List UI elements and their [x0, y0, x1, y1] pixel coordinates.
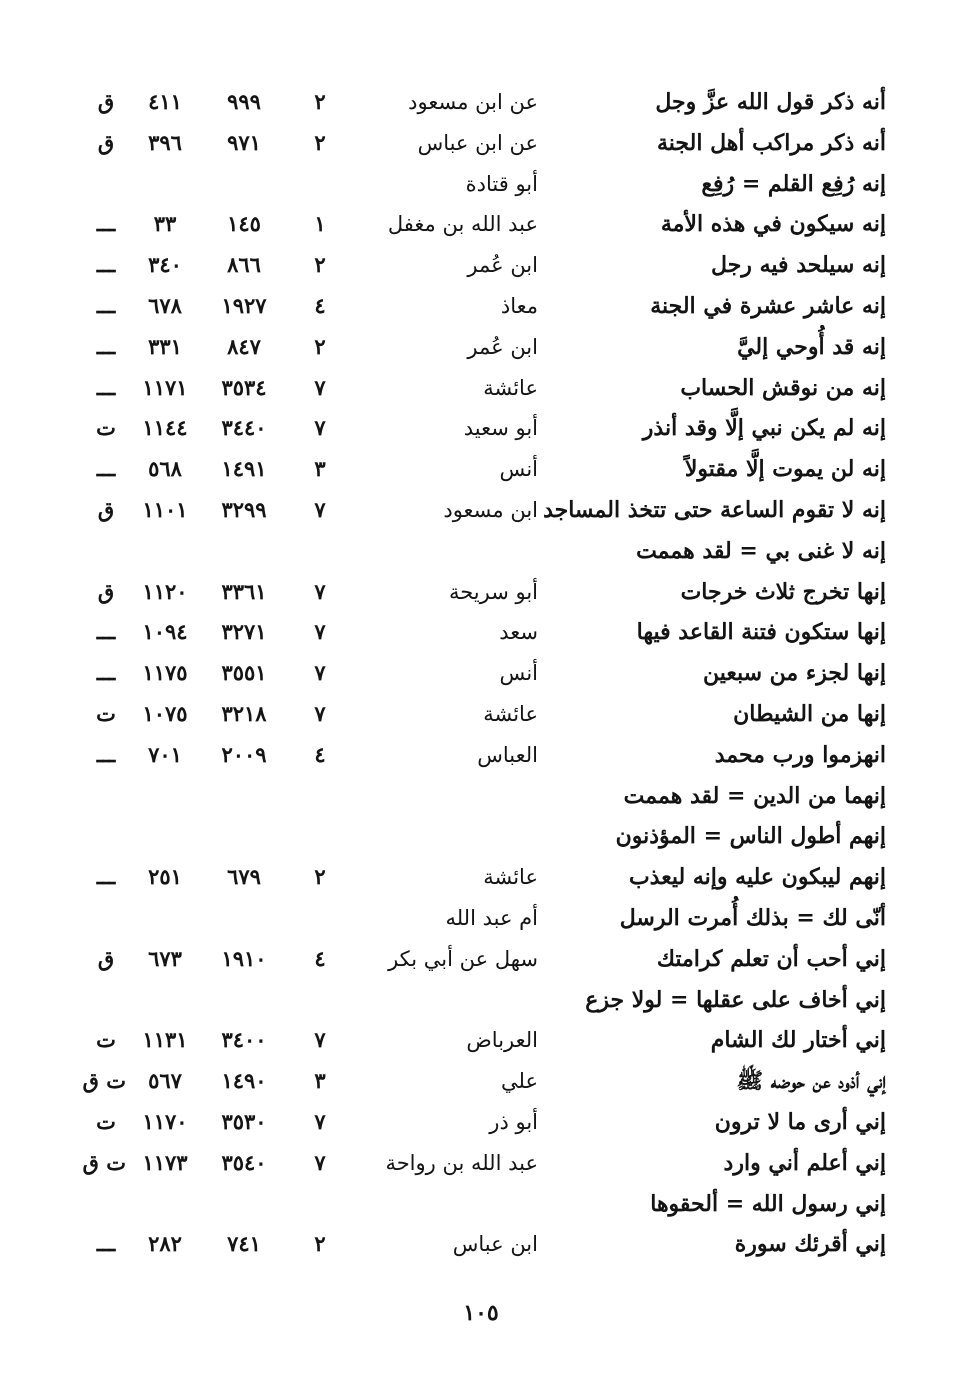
entry-hadith-number: ٣٢١٨	[221, 700, 267, 726]
index-row	[0, 694, 962, 735]
entry-narrator: أم عبد الله	[445, 905, 538, 930]
entry-title: أنه ذكر مراكب أهل الجنة	[656, 129, 886, 156]
entry-title: انهزموا ورب محمد	[714, 741, 886, 768]
entry-page: ٦٧٣	[148, 945, 182, 971]
index-row	[0, 490, 962, 531]
entry-title: إني أخاف على عقلها = لولا جزع	[585, 986, 886, 1013]
entry-source-mark: ـــ	[96, 292, 116, 318]
entry-volume: ٤	[314, 292, 326, 318]
index-row	[0, 980, 962, 1021]
entry-source-mark: ق	[97, 578, 115, 604]
entry-hadith-number: ٣٥٣٤	[221, 374, 267, 400]
entry-narrator: عائشة	[483, 701, 538, 726]
entry-source-mark: ـــ	[96, 211, 116, 237]
entry-source-mark: ت ق	[82, 1068, 126, 1094]
entry-source-mark: ت	[96, 1027, 116, 1053]
entry-narrator: عن ابن عباس	[417, 130, 538, 155]
entry-hadith-number: ١٩٢٧	[221, 292, 267, 318]
index-row	[0, 286, 962, 327]
entry-title: إني أعلم أني وارد	[723, 1149, 886, 1176]
entry-hadith-number: ٣٥٤٠	[221, 1149, 267, 1175]
entry-volume: ٣	[314, 1068, 326, 1094]
entry-hadith-number: ١٤٩١	[221, 456, 267, 482]
entry-volume: ٧	[314, 660, 326, 686]
entry-narrator: أبو سريحة	[448, 579, 538, 604]
entry-narrator: أبو سعيد	[463, 416, 538, 441]
entry-page: ٤١١	[148, 89, 182, 114]
entry-narrator: عائشة	[483, 375, 538, 400]
entry-source-mark: ت	[96, 700, 116, 726]
entry-title: أنّى لك = بذلك أُمرت الرسل	[619, 904, 886, 931]
entry-page: ٦٧٨	[148, 292, 182, 318]
entry-source-mark: ـــ	[96, 333, 116, 359]
entry-volume: ٢	[314, 129, 326, 155]
entry-volume: ١	[314, 211, 326, 237]
entry-volume: ٧	[314, 1027, 326, 1053]
index-row	[0, 1102, 962, 1143]
entry-hadith-number: ٨٦٦	[227, 252, 261, 278]
entry-hadith-number: ٦٧٩	[227, 864, 261, 890]
entry-title: إنهما من الدين = لقد هممت	[623, 782, 886, 809]
entry-title: إنها لجزء من سبعين	[702, 660, 886, 687]
entry-hadith-number: ٣٤٤٠	[221, 415, 267, 441]
entry-title: إنه سيكون في هذه الأمة	[660, 211, 886, 238]
index-row	[0, 939, 962, 980]
entry-hadith-number: ٣٥٣٠	[221, 1108, 267, 1134]
entry-title: إني أختار لك الشام	[710, 1027, 886, 1054]
entry-hadith-number: ١٤٩٠	[221, 1068, 267, 1094]
entry-narrator: ابن عُمر	[467, 253, 538, 278]
page-number: ١٠٥	[463, 1300, 499, 1326]
entry-narrator: سعد	[499, 620, 538, 645]
entry-page: ٢٥١	[148, 864, 182, 890]
entry-volume: ٧	[314, 578, 326, 604]
index-row	[0, 245, 962, 286]
entry-narrator: علي	[501, 1069, 538, 1094]
index-row	[0, 531, 962, 572]
entry-title: إنهم أطول الناس = المؤذنون	[615, 823, 886, 850]
entry-source-mark: ق	[97, 129, 115, 155]
index-row	[0, 408, 962, 449]
index-row	[0, 368, 962, 409]
entry-narrator: عائشة	[483, 865, 538, 890]
index-row	[0, 164, 962, 205]
entry-page: ١٠٧٥	[142, 700, 188, 726]
entry-source-mark: ت ق	[82, 1149, 126, 1175]
entry-volume: ٧	[314, 1108, 326, 1134]
entry-narrator: العرباض	[466, 1028, 538, 1053]
entry-volume: ٤	[314, 945, 326, 971]
entry-page: ١١٢٠	[142, 578, 188, 604]
entry-narrator: أنس	[499, 661, 538, 686]
entry-title: إنه قد أُوحي إليَّ	[737, 333, 886, 360]
entry-source-mark: ت	[96, 1108, 116, 1134]
entry-hadith-number: ٩٧١	[227, 129, 261, 155]
entry-source-mark: ق	[97, 89, 115, 114]
entry-page: ٣٣١	[148, 333, 182, 359]
entry-hadith-number: ١٩١٠	[221, 945, 267, 971]
entry-source-mark: ـــ	[96, 456, 116, 482]
entry-volume: ٧	[314, 1149, 326, 1175]
entry-title: إنه لا تقوم الساعة حتى تتخذ المساجد	[543, 496, 886, 523]
index-row	[0, 1143, 962, 1184]
entry-source-mark: ت	[96, 415, 116, 441]
entry-narrator: ابن مسعود	[443, 497, 538, 522]
entry-page: ١١٣١	[142, 1027, 188, 1053]
index-row	[0, 327, 962, 368]
index-row	[0, 857, 962, 898]
entry-title: إني أقرئك سورة	[734, 1231, 886, 1258]
index-row	[0, 82, 962, 123]
entry-source-mark: ـــ	[96, 660, 116, 686]
index-table	[0, 82, 962, 1265]
entry-page: ٥٦٨	[148, 456, 182, 482]
entry-source-mark: ـــ	[96, 374, 116, 400]
entry-narrator: أبو قتادة	[465, 171, 538, 196]
entry-volume: ٧	[314, 415, 326, 441]
entry-hadith-number: ٣٢٧١	[221, 619, 267, 645]
entry-page: ١١٠١	[142, 496, 188, 522]
entry-title: إنه سيلحد فيه رجل	[711, 252, 886, 279]
entry-title: إنه عاشر عشرة في الجنة	[650, 292, 886, 319]
index-row	[0, 1061, 962, 1102]
entry-hadith-number: ٣٥٥١	[221, 660, 267, 686]
entry-narrator: ابن عباس	[452, 1232, 538, 1257]
entry-volume: ٢	[314, 864, 326, 890]
index-row	[0, 776, 962, 817]
entry-hadith-number: ٩٩٩	[227, 89, 261, 114]
entry-volume: ٢	[314, 333, 326, 359]
entry-hadith-number: ٣٢٩٩	[221, 496, 267, 522]
entry-source-mark: ـــ	[96, 252, 116, 278]
entry-hadith-number: ١٤٥	[227, 211, 261, 237]
entry-page: ١٠٩٤	[142, 619, 188, 645]
entry-title: إني أرى ما لا ترون	[714, 1108, 886, 1135]
entry-page: ٣٤٠	[148, 252, 182, 278]
entry-title: إنه رُفِع القلم = رُفِع	[701, 170, 886, 197]
entry-narrator: ابن عُمر	[467, 334, 538, 359]
entry-source-mark: ـــ	[96, 1231, 116, 1257]
entry-narrator: عبد الله بن مغفل	[387, 212, 538, 237]
index-row	[0, 898, 962, 939]
entry-title: إنه لن يموت إلَّا مقتولاً	[684, 456, 886, 483]
entry-title: أنه ذكر قول الله عزَّ وجل	[655, 89, 886, 115]
index-row	[0, 204, 962, 245]
entry-narrator: عن ابن مسعود	[408, 90, 538, 114]
entry-title: إنه لم يكن نبي إلَّا وقد أنذر	[642, 415, 886, 442]
entry-page: ٧٠١	[148, 741, 182, 767]
entry-source-mark: ـــ	[96, 741, 116, 767]
entry-page: ١١٧٣	[142, 1149, 188, 1175]
entry-source-mark: ـــ	[96, 864, 116, 890]
entry-narrator: العباس	[477, 742, 538, 767]
entry-title: إنه من نوقش الحساب	[680, 374, 886, 401]
entry-title: إنها ستكون فتنة القاعد فيها	[636, 619, 886, 646]
entry-page: ٢٨٢	[148, 1231, 182, 1257]
entry-narrator: معاذ	[500, 293, 538, 318]
index-row	[0, 816, 962, 857]
entry-page: ١١٧٠	[142, 1108, 188, 1134]
entry-title: إنها تخرج ثلاث خرجات	[680, 578, 886, 605]
entry-hadith-number: ٣٤٠٠	[221, 1027, 267, 1053]
index-row	[0, 449, 962, 490]
index-row	[0, 572, 962, 613]
entry-title: إنهم ليبكون عليه وإنه ليعذب	[628, 864, 886, 891]
entry-source-mark: ق	[97, 496, 115, 522]
index-row	[0, 1224, 962, 1265]
entry-hadith-number: ٢٠٠٩	[221, 741, 267, 767]
entry-volume: ٧	[314, 374, 326, 400]
entry-title: إنه لا غنى بي = لقد هممت	[636, 537, 886, 564]
entry-title: إني رسول الله = ألحقوها	[650, 1190, 886, 1217]
entry-volume: ٤	[314, 741, 326, 767]
index-row	[0, 1020, 962, 1061]
entry-page: ٣٣	[153, 211, 177, 237]
entry-volume: ٧	[314, 700, 326, 726]
entry-title: إني أحب أن تعلم كرامتك	[656, 945, 886, 972]
entry-page: ٥٦٧	[148, 1068, 182, 1094]
entry-volume: ٢	[314, 1231, 326, 1257]
entry-title: إني أذود عن حوضه ﷺ	[736, 1068, 886, 1095]
entry-volume: ٣	[314, 456, 326, 482]
entry-volume: ٧	[314, 619, 326, 645]
entry-page: ١١٧١	[142, 374, 188, 400]
entry-hadith-number: ٣٣٦١	[221, 578, 267, 604]
index-row	[0, 1184, 962, 1225]
entry-page: ١١٤٤	[142, 415, 188, 441]
entry-volume: ٢	[314, 89, 326, 114]
entry-narrator: أبو ذر	[489, 1109, 538, 1134]
entry-hadith-number: ٨٤٧	[227, 333, 261, 359]
entry-hadith-number: ٧٤١	[227, 1231, 261, 1257]
entry-page: ١١٧٥	[142, 660, 188, 686]
index-row	[0, 653, 962, 694]
entry-source-mark: ـــ	[96, 619, 116, 645]
entry-source-mark: ق	[97, 945, 115, 971]
entry-narrator: أنس	[499, 457, 538, 482]
index-row	[0, 123, 962, 164]
entry-volume: ٢	[314, 252, 326, 278]
entry-volume: ٧	[314, 496, 326, 522]
entry-narrator: سهل عن أبي بكر	[388, 946, 538, 971]
entry-narrator: عبد الله بن رواحة	[385, 1150, 538, 1175]
index-row	[0, 612, 962, 653]
entry-title: إنها من الشيطان	[733, 700, 886, 727]
entry-page: ٣٩٦	[148, 129, 182, 155]
index-row	[0, 735, 962, 776]
